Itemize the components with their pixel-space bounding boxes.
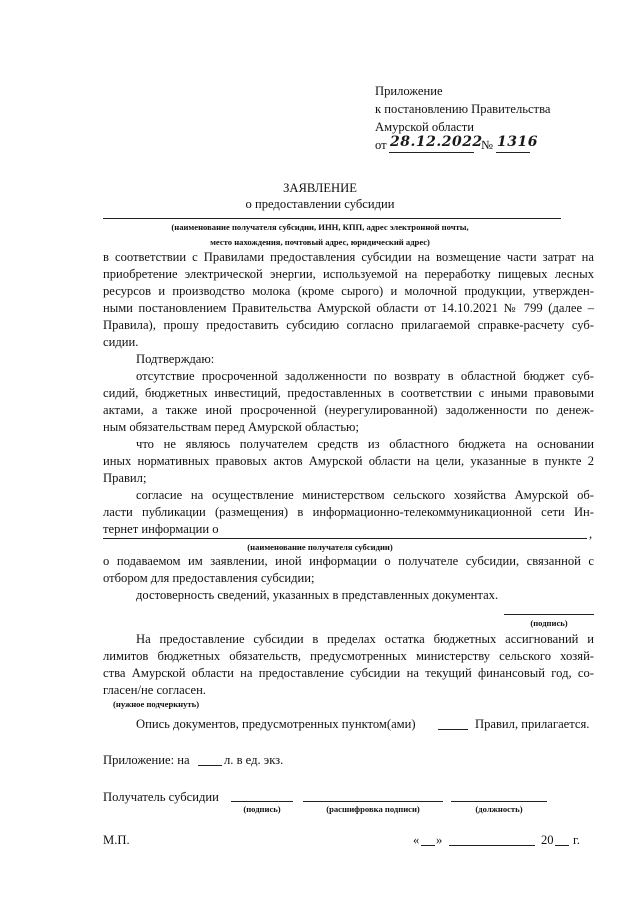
year-blank — [555, 845, 569, 846]
item1-line: актами, а также иной просроченной (неурегулированной) задолженности по денеж- — [103, 403, 594, 417]
intro-line: в соответствии с Правилами предоставления субсидии на возмещение части затрат на — [103, 250, 594, 264]
handwritten-number: 1316 — [497, 134, 538, 150]
signature-hint: (подпись) — [530, 618, 568, 628]
inventory-text: Опись документов, предусмотренных пунктом(ами) — [136, 717, 416, 731]
consent-line: ства Амурской области на предоставление субсидии на текущий финансовый год, со- — [103, 666, 594, 680]
document-subtitle: о предоставлении субсидии — [245, 197, 395, 211]
item3-line: ласти публикации (размещения) в информационно-телекоммуникационной сети Ин- — [103, 505, 594, 519]
recipient-name-line — [103, 538, 587, 539]
item1-line: отсутствие просроченной задолженности по возврату в областной бюджет суб- — [136, 369, 594, 383]
attachment-unit: л. в ед. экз. — [224, 753, 284, 767]
inventory-points-blank — [438, 729, 468, 730]
item1-line: ным обязательствам перед Амурской областью; — [103, 420, 359, 434]
number-underline — [496, 152, 530, 153]
recipient-name-comma: , — [589, 527, 593, 541]
date-underline — [389, 152, 474, 153]
recipient-position-line — [451, 801, 547, 802]
recipient-label: Получатель субсидии — [103, 790, 219, 804]
item4-line: достоверность сведений, указанных в представленных документах. — [136, 588, 499, 602]
day-blank — [421, 845, 435, 846]
applicant-field-hint-1: (наименование получателя субсидии, ИНН, КПП, адрес электронной почты, — [171, 222, 469, 232]
intro-line: сидии. — [103, 335, 139, 349]
attachment-pages-blank — [198, 765, 222, 766]
item3-line: согласие на осуществление министерством сельского хозяйства Амурской об- — [136, 488, 594, 502]
inventory-text-end: Правил, прилагается. — [475, 717, 590, 731]
consent-line: лимитов бюджетных обязательств, предусмотренных министерству сельского хозяй- — [103, 649, 594, 663]
attachment-label: Приложение: на — [103, 753, 190, 767]
confirm-label: Подтверждаю: — [136, 352, 215, 366]
appendix-resolution: к постановлению Правительства — [375, 102, 551, 116]
recipient-decode-line — [303, 801, 443, 802]
year-suffix: г. — [573, 833, 580, 847]
item3-cont-line: о подаваемом им заявлении, иной информации о получателе субсидии, связанной с — [103, 554, 594, 568]
item3-line: тернет информации о — [103, 522, 219, 536]
item2-line: Правил; — [103, 471, 147, 485]
document-title: ЗАЯВЛЕНИЕ — [283, 181, 357, 195]
underline-hint: (нужное подчеркнуть) — [113, 699, 200, 709]
item3-cont-line: отбором для предоставления субсидии; — [103, 571, 315, 585]
appendix-label: Приложение — [375, 84, 443, 98]
handwritten-date: 28.12.2022 — [390, 134, 483, 150]
item2-line: иных нормативных правовых актов Амурской области на цели, указанные в пункте 2 — [103, 454, 594, 468]
applicant-field-hint-2: место нахождения, почтовый адрес, юридический адрес) — [210, 237, 430, 247]
intro-line: Правила), прошу предоставить субсидию согласно прилагаемой справке-расчету суб- — [103, 318, 594, 332]
date-open-quote: « — [413, 833, 420, 847]
applicant-field-line — [103, 218, 561, 219]
recipient-decode-hint: (расшифровка подписи) — [326, 804, 420, 814]
appendix-region: Амурской области — [375, 120, 475, 134]
appendix-number-label: № — [481, 138, 494, 152]
date-close-quote: » — [436, 833, 443, 847]
year-prefix: 20 — [541, 833, 554, 847]
item2-line: что не являюсь получателем средств из областного бюджета на основании — [136, 437, 594, 451]
intro-line: ресурсов и производство молока (кроме сырого) и молочной продукции, утвержден- — [103, 284, 594, 298]
recipient-position-hint: (должность) — [475, 804, 523, 814]
signature-line — [504, 614, 594, 615]
item1-line: сидий, бюджетных инвестиций, предоставленных в соответствии с иными правовыми — [103, 386, 594, 400]
stamp-place: М.П. — [103, 833, 130, 847]
consent-line: На предоставление субсидии в пределах остатка бюджетных ассигнований и — [136, 632, 594, 646]
month-blank — [449, 845, 535, 846]
intro-line: ными постановлением Правительства Амурской области от 14.10.2021 № 799 (далее – — [103, 301, 594, 315]
recipient-signature-hint: (подпись) — [243, 804, 281, 814]
recipient-name-hint: (наименование получателя субсидии) — [247, 542, 393, 552]
appendix-date-prefix: от — [375, 138, 387, 152]
recipient-signature-line — [231, 801, 293, 802]
consent-line: гласен/не согласен. — [103, 683, 206, 697]
intro-line: приобретение электрической энергии, используемой на переработку пищевых лесных — [103, 267, 594, 281]
